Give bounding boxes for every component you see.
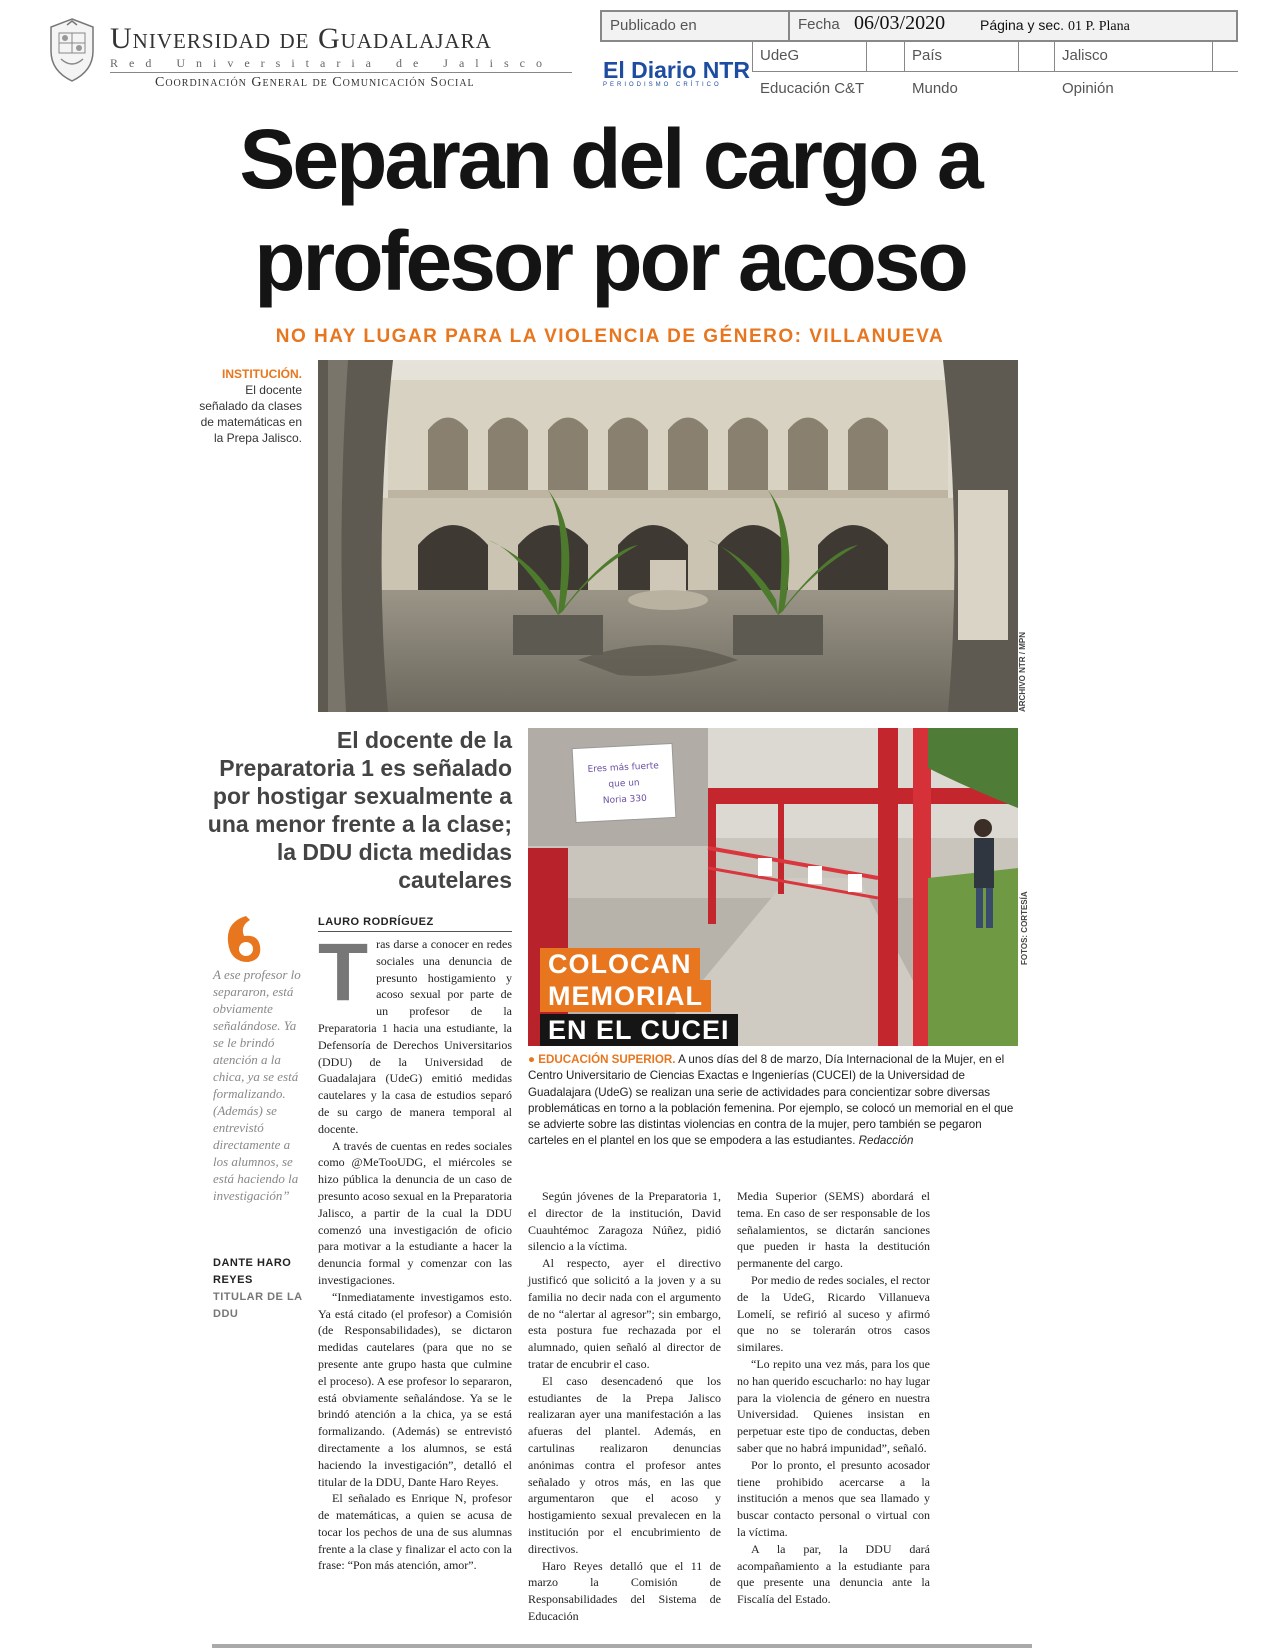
article-column-2 [528,1188,721,1625]
paragraph: ras darse a conocer en redes sociales una denuncia de presunto hostigamiento y acoso sexual por parte de un profesor de la Preparatoria 1 hacia una estudiante, la Defensoría de Derechos Universitarios (DDU) de la Universidad de Guadalajara (UdeG) emitió medidas cautelares y la casa de estudios separó de su cargo de manera temporal al docente. [318,937,512,1136]
paragraph: Por medio de redes sociales, el rector de la UdeG, Ricardo Villanueva Lomelí, se refirió al suceso y afirmó que no se tolerarán otros casos similares. [737,1272,930,1355]
page-value: 01 P. Plana [1067,19,1130,34]
photo2-credit: FOTOS: CORTESÍA [1020,891,1029,965]
section-pais: País [904,42,1054,72]
sidebar-body: A unos días del 8 de marzo, Día Internacional de la Mujer, en el Centro Universitario de Ciencias Exactas e Ingenierías (CUCEI) de la Universidad de Guadalajara (UdeG) se realizan una serie de actividades para concientizar sobre diversas problemáticas en torno a la población femenina. Por ejemplo, se colocó un memorial en el que se advierte sobre las distintas violencias en contra de la mujer, pero también se pegaron carteles en el plantel en los que se empodera a las estudiantes. [528,1053,1014,1148]
courtyard-photo [318,360,1018,712]
page-section [980,17,1130,35]
page-label: Página y sec. [980,17,1065,33]
paragraph: Haro Reyes detalló que el 11 de marzo la Comisión de Responsabilidades del Sistema de Educación [528,1558,721,1623]
section-opinion: Opinión [1062,80,1114,97]
section-educacion: Educación C&T [760,80,865,97]
paragraph: A la par, la DDU dará acompañamiento a la estudiante para que presente una denuncia ante la Fiscalía del Estado. [737,1541,930,1607]
paragraph: Media Superior (SEMS) abordará el tema. En caso de ser responsable de los señalamientos, se dictarán sanciones que pueden ir hasta la destitución permanente del cargo. [737,1189,930,1271]
network-name: Red Universitaria de Jalisco [110,56,553,70]
udg-seal-logo [47,17,97,83]
office-name: Coordinación General de Comunicación Social [155,75,475,90]
photo1-caption-label: INSTITUCIÓN. [222,367,302,381]
outlet-logo [603,57,785,88]
section-mundo: Mundo [912,80,958,97]
byline: LAURO RODRÍGUEZ [318,916,512,932]
svg-text:Eres más fuerte: Eres más fuerte [587,761,660,775]
cell-divider [1054,42,1055,72]
sidebar-signature: Redacción [858,1134,914,1148]
article-column-3 [737,1188,930,1608]
paragraph: “Inmediatamente investigamos esto. Ya está citado (el profesor) a Comisión (de Responsabilidades), se dictaron medidas cautelares (para que no se presente ante grupo hasta que culmine el proceso). A ese profesor lo separaron, está obviamente señalándose. Ya se le brindó atención a la chica, ya se está formalizando. (Además) se entrevistó directamente a los alumnos, se está haciendo la investigación”, detalló el titular de la DDU, Dante Haro Reyes. [318,1289,512,1489]
sidebar-text [528,1052,1018,1150]
quote-author-role: TITULAR DE LA DDU [213,1291,303,1320]
pull-quote: A ese profesor lo separaron, está obviamente señalándose. Ya se le brindó atención a la chica, ya se está formalizando. (Además) se entrevistó directamente a los alumnos, se está haciendo la investigación” [213,967,301,1203]
sidebar-title-line-3: EN EL CUCEI [540,1014,738,1046]
section-jalisco: Jalisco [1054,42,1238,72]
paragraph: Según jóvenes de la Preparatoria 1, el director de la institución, David Cuauhtémoc Zaragoza Núñez, pidió silencio a la víctima. [528,1189,721,1254]
date-box [790,10,1238,42]
kicker: NO HAY LUGAR PARA LA VIOLENCIA DE GÉNERO: VILLANUEVA [275,326,945,347]
photo1-caption-text: El docente señalado da clases de matemáticas en la Prepa Jalisco. [199,383,302,445]
header-divider [110,72,572,73]
quote-author: DANTE HARO REYES [213,1257,292,1286]
cell-divider [904,42,905,72]
cell-divider [866,42,867,72]
footer-rule [212,1644,1032,1648]
sidebar-title-line-2: MEMORIAL [540,980,711,1012]
svg-text:Noria 330: Noria 330 [602,793,648,807]
cell-divider [1018,42,1019,72]
sidebar-title-line-1: COLOCAN [540,948,700,980]
paragraph: Por lo pronto, el presunto acosador tiene prohibido acercarse a la institución a menos que sea llamado y buscar contacto personal o virtual con la víctima. [737,1457,930,1539]
bullet-icon: ● [528,1053,536,1066]
published-label: Publicado en [600,10,790,42]
article-deck: El docente de la Preparatoria 1 es señalado por hostigar sexualmente a una menor frente a la clase; la DDU dicta medidas cautelares [207,727,512,893]
sidebar-label: EDUCACIÓN SUPERIOR. [538,1053,676,1066]
paragraph: Al respecto, ayer el directivo justificó que solicitó a la joven y a su familia no decir nada con el argumento de no “alertar al agresor”; sin embargo, esta postura fue rechazada por el alumnado, quien señaló al director de tratar de encubrir el caso. [528,1256,721,1371]
cell-divider [1212,42,1213,72]
quote-mark-icon [216,912,264,968]
headline-line-1: Separan del cargo a [239,112,981,206]
headline-line-2: profesor por acoso [254,214,966,308]
date-value: 06/03/2020 [854,12,946,34]
institution-name: Universidad de Guadalajara [110,22,492,55]
outlet-tagline: PERIODISMO CRÍTICO [603,82,722,88]
outlet-name: El Diario NTR [603,57,750,83]
drop-cap: T [318,927,369,1018]
headline [200,108,1020,312]
photo1-credit: ARCHIVO NTR / MPN [1018,632,1027,712]
article-column-1 [318,927,512,1574]
paragraph: El caso desencadenó que los estudiantes de la Prepa Jalisco realizaran ayer una manifestación a las afueras del plantel. Además, en cartulinas realizaron denuncias anónimas contra el profesor antes señalado y otros más, en las que argumentaron que el acoso y hostigamiento sexual prevalecen en la institución por el encubrimiento de directivos. [528,1373,721,1556]
photo1-caption [196,366,302,446]
paragraph: El señalado es Enrique N, profesor de matemáticas, a quien se acusa de tocar los pechos de una de sus alumnas frente a la clase y finalizar el acto con la frase: “Pon más atención, amor”. [318,1491,512,1573]
date-label: Fecha [798,16,840,33]
paragraph: “Lo repito una vez más, para los que no han querido escucharlo: no hay lugar para la violencia de género en nuestra Universidad. Quienes insistan en perpetuar este tipo de conductas, deben saber que no habrá impunidad”, señaló. [737,1356,930,1455]
svg-text:que un: que un [608,778,640,790]
section-udeg: UdeG [752,42,904,72]
paragraph: A través de cuentas en redes sociales como @MeTooUDG, el miércoles se hizo pública la denuncia de un caso de presunto acoso sexual en la Preparatoria Jalisco, a partir de la cual la DDU comenzó una investigación de oficio para motivar a la estudiante a hacer la denuncia formal y comenzar con las investigaciones. [318,1138,512,1287]
